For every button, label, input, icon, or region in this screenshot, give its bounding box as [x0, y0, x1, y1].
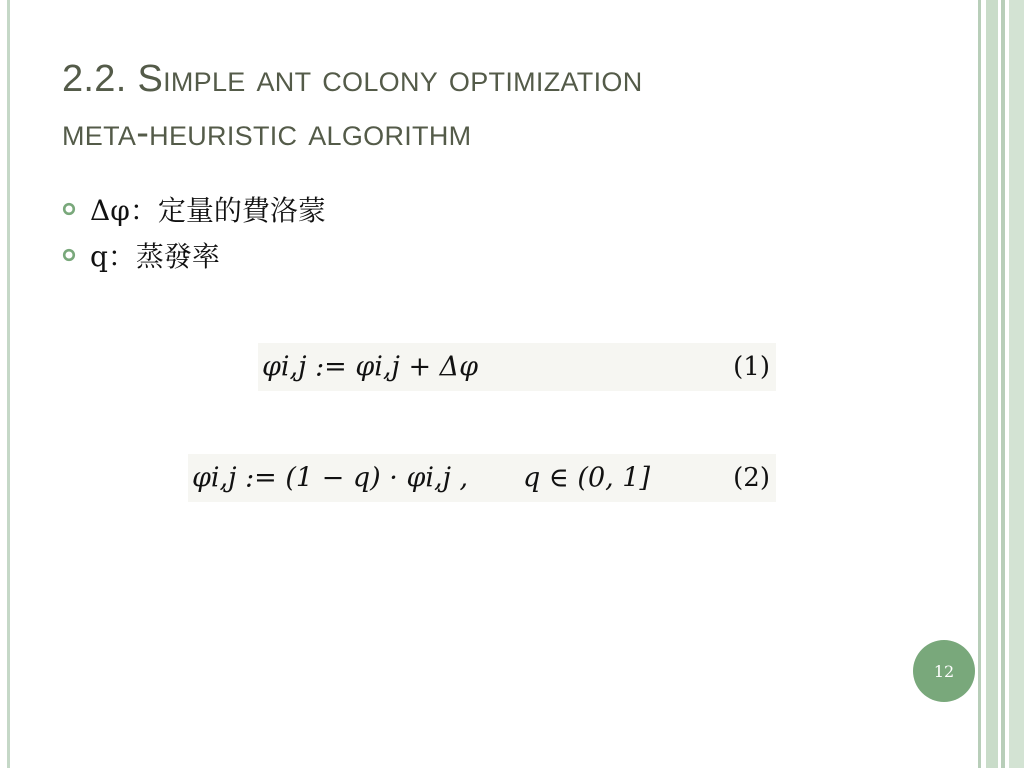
ring-bullet-icon	[62, 202, 76, 216]
slide-title	[62, 52, 942, 160]
right-stripe-4	[1009, 0, 1024, 768]
right-stripe-3	[1001, 0, 1005, 768]
bullet-text: Δφ：定量的費洛蒙	[90, 194, 326, 227]
equation-number: (1)	[733, 352, 770, 382]
ring-bullet-icon	[62, 248, 76, 262]
bullet-item	[62, 186, 326, 232]
equation-expression: φi,j := φi,j + Δφ	[262, 351, 479, 383]
page-number: 12	[933, 661, 955, 681]
right-stripe-2	[986, 0, 998, 768]
title-line-1: 2.2. Simple ant colony optimization	[62, 58, 643, 100]
title-line-2: meta-heuristic algorithm	[62, 112, 472, 154]
equation-2	[188, 454, 776, 502]
right-stripe-1	[978, 0, 981, 768]
page-number-badge	[913, 640, 975, 702]
left-border-line	[7, 0, 10, 768]
bullet-text: q：蒸發率	[90, 240, 220, 273]
equation-expression: φi,j := (1 − q) · φi,j ,	[192, 462, 469, 494]
bullet-item	[62, 232, 326, 278]
equation-1	[258, 343, 776, 391]
equation-number: (2)	[733, 463, 770, 493]
bullet-list	[62, 186, 326, 278]
equation-condition: q ∈ (0, 1]	[523, 462, 651, 494]
